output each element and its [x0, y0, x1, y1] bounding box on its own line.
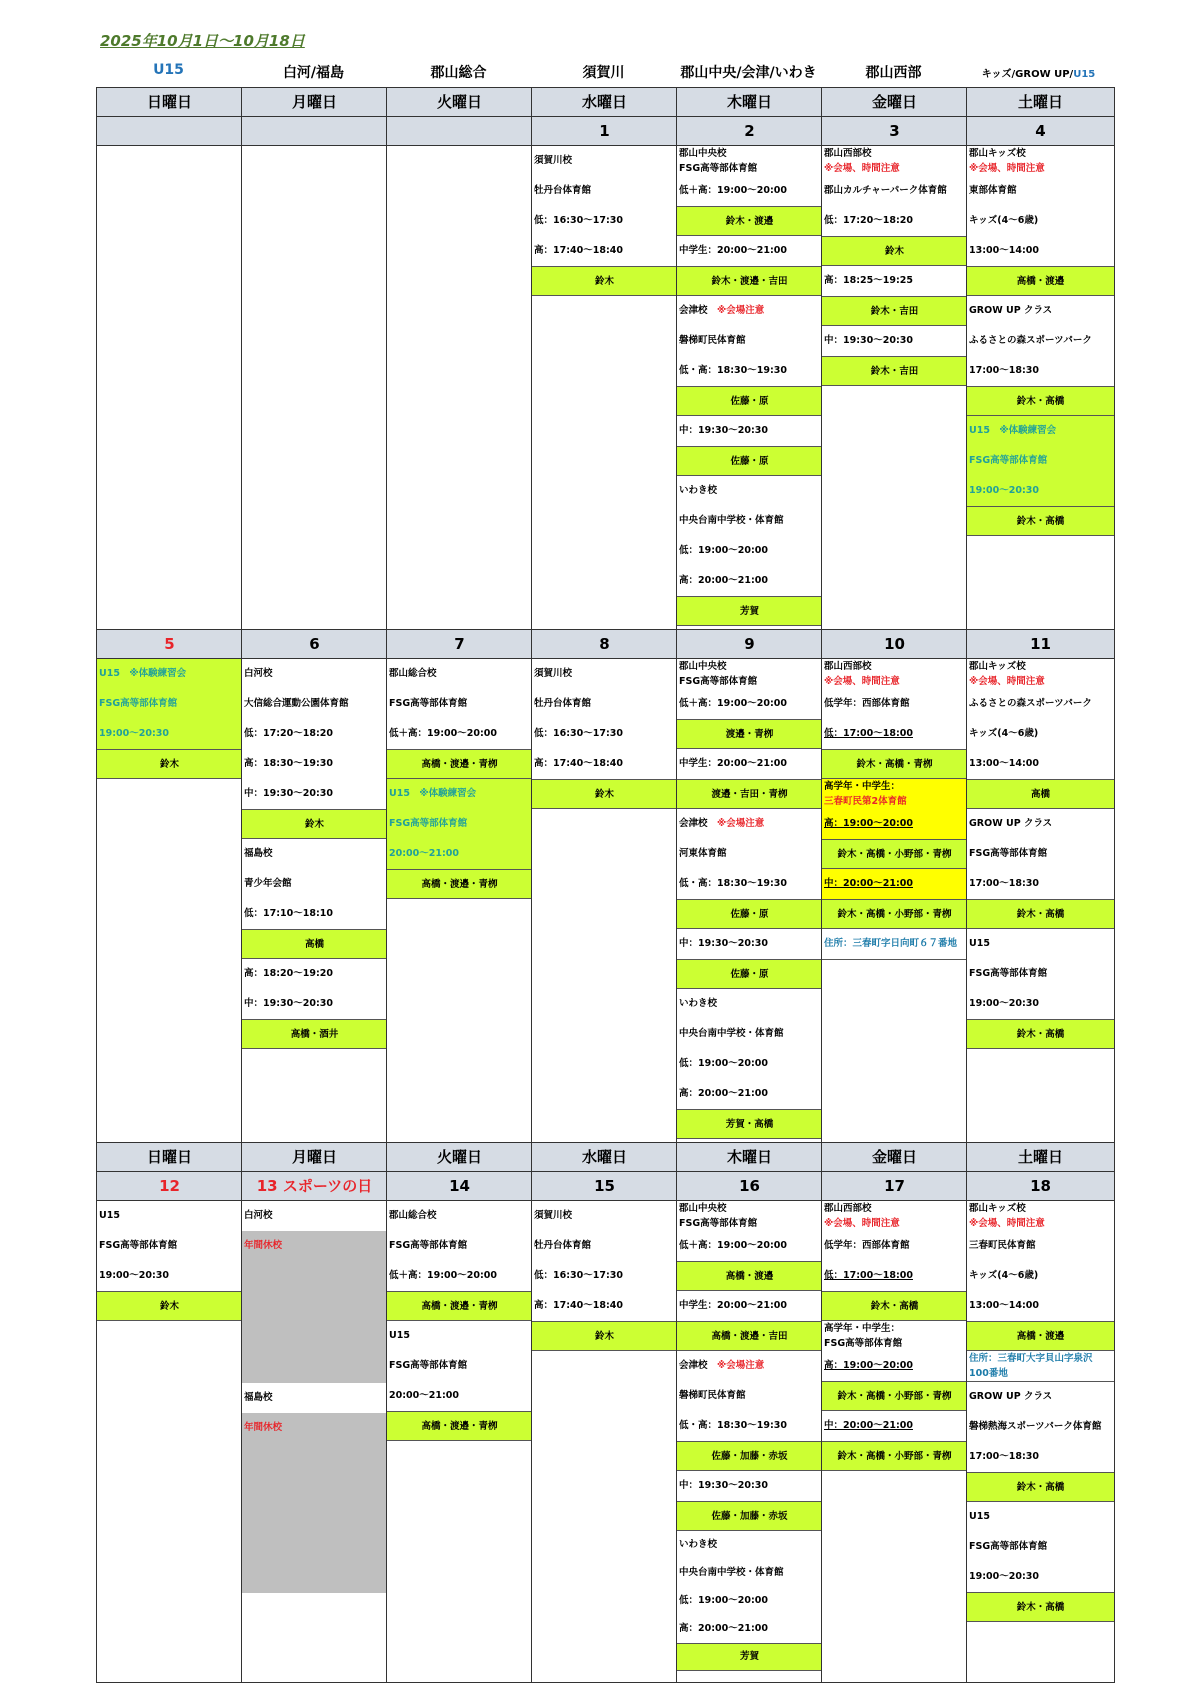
time-slot: 高：18:20～19:20 [244, 968, 333, 979]
venue: 中央台南中学校・体育館 [679, 1028, 784, 1039]
venue-address: 住所：三春町大字貝山字泉沢 100番地 [969, 1353, 1093, 1379]
class-name: U15 ※体験練習会 [99, 668, 187, 679]
weekday-mon: 月曜日 [241, 1142, 387, 1171]
time-slot: 中：19:30～20:30 [244, 998, 333, 1009]
day-cell-empty [96, 145, 242, 629]
weekday-thu: 木曜日 [676, 87, 822, 116]
date-cell: 7 [386, 629, 532, 658]
time-slot: 高：18:25～19:25 [824, 275, 913, 286]
time-slot: 低＋高：19:00～20:00 [679, 185, 787, 196]
coach-names: 鈴木・高橋 [822, 1291, 967, 1321]
school-name: 郡山中央校 FSG高等部体育館 [679, 148, 758, 174]
coach-names: 鈴木 [97, 749, 242, 779]
legend-sukagawa: 須賀川 [582, 65, 625, 81]
date-cell: 11 [966, 629, 1114, 658]
date-cell [241, 116, 387, 145]
time-slot: 低：16:30～17:30 [534, 1270, 623, 1281]
time-slot: 低＋高：19:00～20:00 [389, 1270, 497, 1281]
class-name: U15 [969, 1511, 990, 1522]
legend-shirakawa-fukushima: 白河/福島 [282, 65, 345, 81]
coach-names: 高橋・渡邉・青栁 [387, 1411, 532, 1441]
closed-notice: 年間休校 [244, 1422, 283, 1433]
school-name: いわき校 [679, 1539, 718, 1550]
coach-names: 佐藤・加藤・赤坂 [677, 1441, 822, 1471]
time-slot: 中：19:30～20:30 [679, 1480, 768, 1491]
class-name: キッズ(4～6歳) [969, 215, 1039, 226]
day-cell-oct6 [241, 658, 387, 1142]
venue: 磐梯熱海スポーツパーク体育館 [969, 1421, 1102, 1432]
day-cell-oct3 [821, 145, 967, 629]
time-slot: 20:00～21:00 [389, 1390, 459, 1401]
time-slot: 中：20:00～21:00 [822, 869, 967, 899]
venue: 磐梯町民体育館 [679, 335, 746, 346]
time-slot: 低＋高：19:00～20:00 [389, 728, 497, 739]
school-name: 会津校 ※会場注意 [679, 818, 765, 829]
coach-names: 芳賀 [677, 1643, 822, 1671]
day-cell-empty [386, 145, 532, 629]
school-name: 郡山キッズ校 ※会場、時間注意 [969, 661, 1045, 687]
weekday-sat: 土曜日 [966, 1142, 1114, 1171]
time-slot: 中：20:00～21:00 [824, 1420, 913, 1431]
school-name: 須賀川校 [534, 1210, 573, 1221]
time-slot: 低：16:30～17:30 [534, 728, 623, 739]
coach-names: 鈴木・吉田 [822, 356, 967, 386]
time-slot: 低・高：18:30～19:30 [679, 365, 787, 376]
coach-names: 鈴木・吉田 [822, 296, 967, 326]
venue: FSG高等部体育館 [969, 1541, 1048, 1552]
venue: FSG高等部体育館 [389, 818, 468, 829]
day-cell-oct14 [386, 1200, 532, 1682]
coach-names: 高橋・渡邉 [677, 1261, 822, 1291]
time-slot: 低：17:20～18:20 [244, 728, 333, 739]
coach-names: 高橋・渡邉 [967, 266, 1114, 296]
time-slot: 低＋高：19:00～20:00 [679, 1240, 787, 1251]
time-slot: 中：19:30～20:30 [244, 788, 333, 799]
coach-names: 佐藤・加藤・赤坂 [677, 1501, 822, 1531]
date-cell-holiday: 13 スポーツの日 [241, 1171, 387, 1200]
legend-koriyama-sogo: 郡山総合 [430, 65, 487, 81]
day-cell-oct12 [96, 1200, 242, 1682]
school-name: 郡山キッズ校 ※会場、時間注意 [969, 1203, 1045, 1229]
school-name: 郡山キッズ校 ※会場、時間注意 [969, 148, 1045, 174]
closed-block [242, 1413, 387, 1593]
venue: 牡丹台体育館 [534, 698, 592, 709]
day-cell-oct16 [676, 1200, 822, 1682]
time-slot: 13:00～14:00 [969, 1300, 1039, 1311]
weekday-wed: 水曜日 [531, 87, 677, 116]
school-name: 郡山総合校 [389, 668, 437, 679]
time-slot: 17:00～18:30 [969, 1451, 1039, 1462]
coach-names: 高橋 [242, 929, 387, 959]
coach-names: 鈴木・渡邉・吉田 [677, 266, 822, 296]
day-cell-oct15 [531, 1200, 677, 1682]
class-name: U15 ※体験練習会 [389, 788, 477, 799]
school-name: 会津校 ※会場注意 [679, 1360, 765, 1371]
date-cell: 8 [531, 629, 677, 658]
page-title: 2025年10月1日～10月18日 [100, 32, 305, 50]
class-name: GROW UP クラス [969, 305, 1053, 316]
u15-trial-block [967, 416, 1114, 536]
date-cell [386, 116, 532, 145]
closed-block [242, 1231, 387, 1383]
date-cell-sunday: 12 [96, 1171, 242, 1200]
date-cell: 15 [531, 1171, 677, 1200]
coach-names: 鈴木・高橋 [967, 1472, 1114, 1502]
coach-names: 佐藤・原 [677, 386, 822, 416]
day-cell-oct10 [821, 658, 967, 1142]
school-name: 会津校 ※会場注意 [679, 305, 765, 316]
coach-names: 佐藤・原 [677, 899, 822, 929]
day-cell-oct4 [966, 145, 1114, 629]
legend-u15: U15 [153, 62, 184, 78]
class-name: U15 [969, 938, 990, 949]
day-cell-oct13 [241, 1200, 387, 1682]
time-slot: 高：20:00～21:00 [679, 1088, 768, 1099]
date-cell: 4 [966, 116, 1114, 145]
time-slot: 高：18:30～19:30 [244, 758, 333, 769]
venue: 東部体育館 [969, 185, 1017, 196]
day-cell-oct18 [966, 1200, 1114, 1682]
coach-names: 高橋・渡邉 [967, 1321, 1114, 1351]
time-slot: 19:00～20:30 [969, 485, 1039, 496]
coach-names: 鈴木・高橋・小野部・青栁 [822, 839, 967, 869]
day-cell-oct11 [966, 658, 1114, 1142]
venue: FSG高等部体育館 [389, 1240, 468, 1251]
venue: 河東体育館 [679, 848, 727, 859]
time-slot: 20:00～21:00 [389, 848, 459, 859]
coach-names: 佐藤・原 [677, 446, 822, 476]
school-name: 須賀川校 [534, 668, 573, 679]
school-name: 須賀川校 [534, 155, 573, 166]
coach-names: 鈴木 [532, 779, 677, 809]
school-name: 白河校 [244, 1210, 273, 1221]
weekday-sat: 土曜日 [966, 87, 1114, 116]
date-cell: 14 [386, 1171, 532, 1200]
venue: FSG高等部体育館 [969, 455, 1048, 466]
coach-names: 芳賀・高橋 [677, 1109, 822, 1139]
school-name: 郡山西部校 ※会場、時間注意 [824, 661, 900, 687]
time-slot: 高：20:00～21:00 [679, 575, 768, 586]
class-name: U15 [389, 1330, 410, 1341]
date-cell: 2 [676, 116, 822, 145]
time-slot: 高：20:00～21:00 [679, 1623, 768, 1634]
coach-names: 鈴木 [822, 236, 967, 266]
date-cell: 10 [821, 629, 967, 658]
legend-chuo-aizu-iwaki: 郡山中央/会津/いわき [680, 65, 817, 81]
weekday-fri: 金曜日 [821, 1142, 967, 1171]
class-name: キッズ(4～6歳) [969, 1270, 1039, 1281]
venue: FSG高等部体育館 [99, 698, 178, 709]
date-cell-sunday: 5 [96, 629, 242, 658]
time-slot: 高：17:40～18:40 [534, 758, 623, 769]
coach-names: 渡邉・吉田・青栁 [677, 779, 822, 809]
venue: FSG高等部体育館 [969, 848, 1048, 859]
time-slot: 19:00～20:30 [969, 998, 1039, 1009]
coach-names: 鈴木 [97, 1291, 242, 1321]
coach-names: 鈴木・高橋 [967, 1019, 1114, 1049]
school-name: 郡山西部校 ※会場、時間注意 [824, 1203, 900, 1229]
venue: 低学年：西部体育館 [824, 1240, 910, 1251]
coach-names: 佐藤・原 [677, 959, 822, 989]
coach-names: 鈴木 [532, 1321, 677, 1351]
time-slot: 低：19:00～20:00 [679, 1595, 768, 1606]
class-name: U15 [99, 1210, 120, 1221]
time-slot: 19:00～20:30 [969, 1571, 1039, 1582]
time-slot: 低：17:00～18:00 [824, 728, 913, 739]
weekday-sun: 日曜日 [96, 1142, 242, 1171]
time-slot: 13:00～14:00 [969, 245, 1039, 256]
coach-names: 高橋・渡邉・吉田 [677, 1321, 822, 1351]
time-slot: 17:00～18:30 [969, 878, 1039, 889]
school-name: いわき校 [679, 998, 718, 1009]
time-slot: 高：17:40～18:40 [534, 1300, 623, 1311]
coach-names: 高橋・渡邉・青栁 [387, 749, 532, 779]
coach-names: 鈴木 [242, 809, 387, 839]
u15-trial-block [97, 659, 242, 779]
time-slot: 中：19:30～20:30 [824, 335, 913, 346]
weekday-tue: 火曜日 [386, 1142, 532, 1171]
coach-names: 高橋・渡邉・青栁 [387, 869, 532, 899]
coach-names: 鈴木・高橋 [967, 386, 1114, 416]
time-slot: 低：17:10～18:10 [244, 908, 333, 919]
venue: FSG高等部体育館 [969, 968, 1048, 979]
venue: FSG高等部体育館 [389, 698, 468, 709]
school-name: 福島校 [244, 1392, 273, 1403]
coach-names: 鈴木・渡邉 [677, 206, 822, 236]
venue: ふるさとの森スポーツパーク [969, 335, 1092, 346]
day-cell-oct2 [676, 145, 822, 629]
venue: 低学年：西部体育館 [824, 698, 910, 709]
legend-koriyama-seibu: 郡山西部 [865, 65, 922, 81]
school-name: 郡山西部校 ※会場、時間注意 [824, 148, 900, 174]
date-cell: 16 [676, 1171, 822, 1200]
school-name: 郡山総合校 [389, 1210, 437, 1221]
coach-names: 芳賀 [677, 596, 822, 626]
venue: 郡山カルチャーパーク体育館 [824, 185, 947, 196]
venue: 中央台南中学校・体育館 [679, 515, 784, 526]
coach-names: 高橋・渡邉・青栁 [387, 1291, 532, 1321]
time-slot: 低：19:00～20:00 [679, 545, 768, 556]
day-cell-empty [241, 145, 387, 629]
time-slot: 低＋高：19:00～20:00 [679, 698, 787, 709]
day-cell-oct5 [96, 658, 242, 1142]
venue: 牡丹台体育館 [534, 185, 592, 196]
day-cell-oct9 [676, 658, 822, 1142]
coach-names: 鈴木・高橋・青栁 [822, 749, 967, 779]
time-slot: 低・高：18:30～19:30 [679, 1420, 787, 1431]
date-cell: 9 [676, 629, 822, 658]
weekday-sun: 日曜日 [96, 87, 242, 116]
coach-names: 渡邉・青栁 [677, 719, 822, 749]
time-slot: 中学生：20:00～21:00 [679, 245, 787, 256]
time-slot: 19:00～20:30 [99, 728, 169, 739]
weekday-thu: 木曜日 [676, 1142, 822, 1171]
venue: FSG高等部体育館 [389, 1360, 468, 1371]
time-slot: 低：16:30～17:30 [534, 215, 623, 226]
time-slot: 低・高：18:30～19:30 [679, 878, 787, 889]
venue: 三春町民体育館 [969, 1240, 1036, 1251]
weekday-tue: 火曜日 [386, 87, 532, 116]
venue-notice: 高学年・中学生： FSG高等部体育館 [824, 1323, 903, 1349]
coach-names: 鈴木・高橋・小野部・青栁 [822, 1381, 967, 1411]
closed-notice: 年間休校 [244, 1240, 283, 1251]
date-cell [96, 116, 242, 145]
coach-names: 鈴木・高橋 [967, 506, 1114, 536]
date-cell: 18 [966, 1171, 1114, 1200]
time-slot: 低：19:00～20:00 [679, 1058, 768, 1069]
venue-address: 住所：三春町字日向町６７番地 [822, 929, 967, 960]
day-cell-oct8 [531, 658, 677, 1142]
time-slot: 高：17:40～18:40 [534, 245, 623, 256]
time-slot: 17:00～18:30 [969, 365, 1039, 376]
time-slot: 低：17:20～18:20 [824, 215, 913, 226]
coach-names: 鈴木・高橋・小野部・青栁 [822, 1441, 967, 1471]
time-slot: 高：19:00～20:00 [822, 809, 967, 839]
date-cell: 3 [821, 116, 967, 145]
coach-names: 高橋・酒井 [242, 1019, 387, 1049]
coach-names: 鈴木・高橋 [967, 899, 1114, 929]
weekday-fri: 金曜日 [821, 87, 967, 116]
calendar-grid [96, 87, 1115, 1683]
date-cell: 17 [821, 1171, 967, 1200]
coach-names: 高橋 [967, 779, 1114, 809]
school-name: 白河校 [244, 668, 273, 679]
class-name: GROW UP クラス [967, 1381, 1114, 1412]
venue: 青少年会館 [244, 878, 292, 889]
legend-kids-growup: キッズ/GROW UP/U15 [981, 69, 1096, 80]
time-slot: 中学生：20:00～21:00 [679, 758, 787, 769]
venue: ふるさとの森スポーツパーク [969, 698, 1092, 709]
school-legend [96, 62, 1112, 84]
venue: FSG高等部体育館 [99, 1240, 178, 1251]
school-name: 郡山中央校 FSG高等部体育館 [679, 661, 758, 687]
venue-notice: 高学年・中学生： 三春町民第2体育館 [822, 779, 967, 809]
school-name: 郡山中央校 FSG高等部体育館 [679, 1203, 758, 1229]
class-name: U15 ※体験練習会 [969, 425, 1057, 436]
time-slot: 13:00～14:00 [969, 758, 1039, 769]
time-slot: 高：19:00～20:00 [824, 1360, 913, 1371]
day-cell-oct17 [821, 1200, 967, 1682]
date-cell: 6 [241, 629, 387, 658]
day-cell-oct7 [386, 658, 532, 1142]
weekday-wed: 水曜日 [531, 1142, 677, 1171]
venue: 中央台南中学校・体育館 [679, 1567, 784, 1578]
venue: 大信総合運動公園体育館 [244, 698, 349, 709]
time-slot: 中：19:30～20:30 [679, 425, 768, 436]
school-name: いわき校 [679, 485, 718, 496]
school-name: 福島校 [244, 848, 273, 859]
u15-trial-block [387, 779, 532, 899]
class-name: キッズ(4～6歳) [969, 728, 1039, 739]
venue: 磐梯町民体育館 [679, 1390, 746, 1401]
time-slot: 中学生：20:00～21:00 [679, 1300, 787, 1311]
time-slot: 低：17:00～18:00 [824, 1270, 913, 1281]
time-slot: 19:00～20:30 [99, 1270, 169, 1281]
day-cell-oct1 [531, 145, 677, 629]
venue: 牡丹台体育館 [534, 1240, 592, 1251]
weekday-mon: 月曜日 [241, 87, 387, 116]
class-name: GROW UP クラス [969, 818, 1053, 829]
date-cell: 1 [531, 116, 677, 145]
coach-names: 鈴木・高橋 [967, 1592, 1114, 1622]
coach-names: 鈴木 [532, 266, 677, 296]
time-slot: 中：19:30～20:30 [679, 938, 768, 949]
coach-names: 鈴木・高橋・小野部・青栁 [822, 899, 967, 929]
